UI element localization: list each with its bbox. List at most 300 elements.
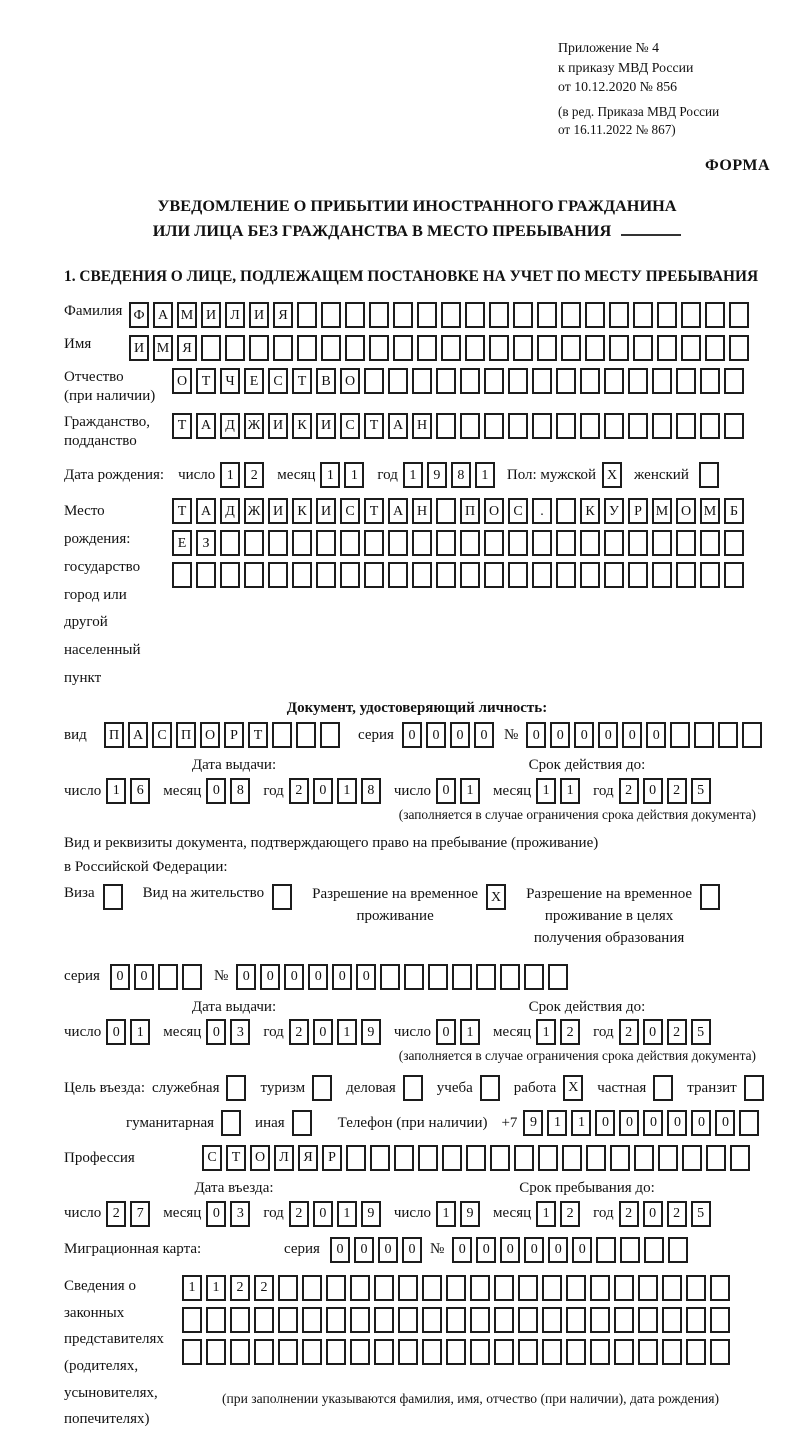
char-box[interactable]: [562, 1145, 582, 1171]
char-box[interactable]: [705, 335, 725, 361]
char-box[interactable]: [580, 530, 600, 556]
char-box[interactable]: 1: [547, 1110, 567, 1136]
char-box[interactable]: [604, 413, 624, 439]
char-box[interactable]: 0: [206, 778, 226, 804]
char-box[interactable]: [500, 964, 520, 990]
char-box[interactable]: А: [196, 498, 216, 524]
char-box[interactable]: М: [153, 335, 173, 361]
char-box[interactable]: 0: [426, 722, 446, 748]
char-box[interactable]: [417, 302, 437, 328]
char-box[interactable]: [412, 562, 432, 588]
char-box[interactable]: [628, 413, 648, 439]
char-box[interactable]: Д: [220, 413, 240, 439]
char-box[interactable]: 8: [361, 778, 381, 804]
char-box[interactable]: 9: [523, 1110, 543, 1136]
char-box[interactable]: [422, 1339, 442, 1365]
char-box[interactable]: Я: [273, 302, 293, 328]
doc-kind-boxes[interactable]: [104, 722, 344, 748]
char-box[interactable]: [662, 1339, 682, 1365]
char-box[interactable]: [417, 335, 437, 361]
patronymic-boxes[interactable]: [172, 368, 748, 394]
char-box[interactable]: 1: [403, 462, 423, 488]
char-box[interactable]: [596, 1237, 616, 1263]
char-box[interactable]: [532, 562, 552, 588]
char-box[interactable]: 0: [598, 722, 618, 748]
char-box[interactable]: [514, 1145, 534, 1171]
char-box[interactable]: 2: [560, 1201, 580, 1227]
char-box[interactable]: [585, 302, 605, 328]
char-box[interactable]: 0: [134, 964, 154, 990]
char-box[interactable]: [580, 413, 600, 439]
char-box[interactable]: [652, 413, 672, 439]
char-box[interactable]: [403, 1075, 423, 1101]
char-box[interactable]: Р: [224, 722, 244, 748]
char-box[interactable]: 2: [667, 778, 687, 804]
char-box[interactable]: [272, 884, 292, 910]
char-box[interactable]: [614, 1275, 634, 1301]
char-box[interactable]: 0: [378, 1237, 398, 1263]
char-box[interactable]: [489, 335, 509, 361]
char-box[interactable]: [638, 1275, 658, 1301]
char-box[interactable]: [742, 722, 762, 748]
char-box[interactable]: [312, 1075, 332, 1101]
doc-expiry-year[interactable]: [619, 778, 715, 804]
char-box[interactable]: [556, 498, 576, 524]
char-box[interactable]: [566, 1339, 586, 1365]
char-box[interactable]: 1: [536, 1201, 556, 1227]
char-box[interactable]: 0: [643, 1110, 663, 1136]
char-box[interactable]: 0: [330, 1237, 350, 1263]
char-box[interactable]: [694, 722, 714, 748]
doc-issue-day[interactable]: [106, 778, 154, 804]
char-box[interactable]: [196, 562, 216, 588]
char-box[interactable]: 0: [548, 1237, 568, 1263]
char-box[interactable]: [494, 1307, 514, 1333]
char-box[interactable]: 0: [354, 1237, 374, 1263]
char-box[interactable]: [320, 722, 340, 748]
char-box[interactable]: О: [676, 498, 696, 524]
char-box[interactable]: Т: [364, 498, 384, 524]
char-box[interactable]: [380, 964, 400, 990]
char-box[interactable]: [614, 1339, 634, 1365]
char-box[interactable]: [182, 1339, 202, 1365]
sex-male-checkbox[interactable]: [602, 462, 626, 488]
char-box[interactable]: [436, 530, 456, 556]
entry-month[interactable]: [206, 1201, 254, 1227]
char-box[interactable]: М: [652, 498, 672, 524]
char-box[interactable]: [316, 562, 336, 588]
char-box[interactable]: 0: [236, 964, 256, 990]
char-box[interactable]: [230, 1339, 250, 1365]
char-box[interactable]: 0: [313, 778, 333, 804]
char-box[interactable]: [490, 1145, 510, 1171]
char-box[interactable]: [254, 1307, 274, 1333]
char-box[interactable]: [206, 1339, 226, 1365]
char-box[interactable]: [700, 368, 720, 394]
char-box[interactable]: А: [388, 498, 408, 524]
char-box[interactable]: 5: [691, 1201, 711, 1227]
char-box[interactable]: [292, 562, 312, 588]
char-box[interactable]: [585, 335, 605, 361]
char-box[interactable]: [604, 562, 624, 588]
char-box[interactable]: [436, 498, 456, 524]
char-box[interactable]: [710, 1339, 730, 1365]
char-box[interactable]: [278, 1275, 298, 1301]
char-box[interactable]: [710, 1307, 730, 1333]
char-box[interactable]: [508, 413, 528, 439]
char-box[interactable]: [388, 530, 408, 556]
permit-issue-day[interactable]: [106, 1019, 154, 1045]
char-box[interactable]: 0: [715, 1110, 735, 1136]
char-box[interactable]: И: [129, 335, 149, 361]
char-box[interactable]: 0: [436, 1019, 456, 1045]
char-box[interactable]: [518, 1307, 538, 1333]
char-box[interactable]: 0: [667, 1110, 687, 1136]
char-box[interactable]: 2: [106, 1201, 126, 1227]
citizenship-boxes[interactable]: [172, 413, 748, 439]
char-box[interactable]: С: [508, 498, 528, 524]
char-box[interactable]: 1: [106, 778, 126, 804]
char-box[interactable]: [518, 1339, 538, 1365]
char-box[interactable]: А: [196, 413, 216, 439]
char-box[interactable]: [388, 368, 408, 394]
char-box[interactable]: 1: [220, 462, 240, 488]
char-box[interactable]: [484, 530, 504, 556]
char-box[interactable]: [653, 1075, 673, 1101]
char-box[interactable]: [460, 530, 480, 556]
char-box[interactable]: П: [104, 722, 124, 748]
char-box[interactable]: В: [316, 368, 336, 394]
char-box[interactable]: [676, 530, 696, 556]
char-box[interactable]: Б: [724, 498, 744, 524]
char-box[interactable]: [326, 1307, 346, 1333]
char-box[interactable]: [398, 1307, 418, 1333]
char-box[interactable]: 0: [260, 964, 280, 990]
char-box[interactable]: Т: [248, 722, 268, 748]
char-box[interactable]: 9: [460, 1201, 480, 1227]
char-box[interactable]: П: [176, 722, 196, 748]
char-box[interactable]: X: [563, 1075, 583, 1101]
char-box[interactable]: С: [268, 368, 288, 394]
char-box[interactable]: [273, 335, 293, 361]
char-box[interactable]: [730, 1145, 750, 1171]
char-box[interactable]: [350, 1307, 370, 1333]
char-box[interactable]: Ч: [220, 368, 240, 394]
char-box[interactable]: [345, 302, 365, 328]
char-box[interactable]: 0: [643, 1201, 663, 1227]
permit-expiry-day[interactable]: [436, 1019, 484, 1045]
char-box[interactable]: [628, 530, 648, 556]
char-box[interactable]: 1: [460, 778, 480, 804]
char-box[interactable]: [393, 302, 413, 328]
char-box[interactable]: [700, 562, 720, 588]
char-box[interactable]: [369, 335, 389, 361]
char-box[interactable]: [566, 1307, 586, 1333]
char-box[interactable]: 0: [332, 964, 352, 990]
char-box[interactable]: [700, 530, 720, 556]
char-box[interactable]: [404, 964, 424, 990]
char-box[interactable]: [699, 462, 719, 488]
char-box[interactable]: И: [316, 498, 336, 524]
char-box[interactable]: [633, 335, 653, 361]
doc-number-boxes[interactable]: [526, 722, 766, 748]
char-box[interactable]: [466, 1145, 486, 1171]
permit-expiry-month[interactable]: [536, 1019, 584, 1045]
char-box[interactable]: [460, 562, 480, 588]
char-box[interactable]: 0: [402, 1237, 422, 1263]
char-box[interactable]: [249, 335, 269, 361]
sex-female-checkbox[interactable]: [699, 462, 723, 488]
char-box[interactable]: [484, 562, 504, 588]
char-box[interactable]: С: [340, 413, 360, 439]
char-box[interactable]: 2: [244, 462, 264, 488]
char-box[interactable]: [676, 368, 696, 394]
char-box[interactable]: 0: [643, 1019, 663, 1045]
char-box[interactable]: 0: [206, 1019, 226, 1045]
char-box[interactable]: [652, 530, 672, 556]
char-box[interactable]: 2: [254, 1275, 274, 1301]
entry-year[interactable]: [289, 1201, 385, 1227]
char-box[interactable]: Е: [244, 368, 264, 394]
stay-day[interactable]: [436, 1201, 484, 1227]
char-box[interactable]: К: [292, 413, 312, 439]
char-box[interactable]: 9: [361, 1019, 381, 1045]
char-box[interactable]: [508, 530, 528, 556]
char-box[interactable]: И: [249, 302, 269, 328]
char-box[interactable]: 0: [550, 722, 570, 748]
char-box[interactable]: [225, 335, 245, 361]
char-box[interactable]: [436, 413, 456, 439]
char-box[interactable]: [254, 1339, 274, 1365]
char-box[interactable]: [590, 1275, 610, 1301]
char-box[interactable]: Т: [172, 413, 192, 439]
char-box[interactable]: 3: [230, 1201, 250, 1227]
char-box[interactable]: [321, 335, 341, 361]
char-box[interactable]: С: [340, 498, 360, 524]
char-box[interactable]: [532, 368, 552, 394]
char-box[interactable]: [682, 1145, 702, 1171]
purpose-transit-checkbox[interactable]: [744, 1075, 768, 1101]
char-box[interactable]: [297, 335, 317, 361]
char-box[interactable]: 9: [427, 462, 447, 488]
char-box[interactable]: 0: [436, 778, 456, 804]
char-box[interactable]: [422, 1275, 442, 1301]
char-box[interactable]: С: [202, 1145, 222, 1171]
char-box[interactable]: [532, 413, 552, 439]
char-box[interactable]: 2: [289, 778, 309, 804]
char-box[interactable]: [103, 884, 123, 910]
phone-boxes[interactable]: [523, 1110, 763, 1136]
doc-expiry-month[interactable]: [536, 778, 584, 804]
char-box[interactable]: 1: [130, 1019, 150, 1045]
char-box[interactable]: 0: [526, 722, 546, 748]
char-box[interactable]: Т: [196, 368, 216, 394]
char-box[interactable]: [710, 1275, 730, 1301]
char-box[interactable]: [158, 964, 178, 990]
char-box[interactable]: [494, 1339, 514, 1365]
char-box[interactable]: [350, 1339, 370, 1365]
char-box[interactable]: [548, 964, 568, 990]
doc-expiry-day[interactable]: [436, 778, 484, 804]
birth-place-boxes-row1[interactable]: [172, 498, 748, 524]
char-box[interactable]: [422, 1307, 442, 1333]
char-box[interactable]: 1: [206, 1275, 226, 1301]
given-name-boxes[interactable]: [129, 335, 753, 361]
char-box[interactable]: [302, 1275, 322, 1301]
purpose-humanitarian-checkbox[interactable]: [221, 1110, 245, 1136]
purpose-study-checkbox[interactable]: [480, 1075, 504, 1101]
char-box[interactable]: 1: [536, 1019, 556, 1045]
char-box[interactable]: [662, 1307, 682, 1333]
char-box[interactable]: [398, 1275, 418, 1301]
char-box[interactable]: [676, 562, 696, 588]
char-box[interactable]: 0: [524, 1237, 544, 1263]
char-box[interactable]: 2: [619, 778, 639, 804]
char-box[interactable]: [620, 1237, 640, 1263]
purpose-other-checkbox[interactable]: [292, 1110, 316, 1136]
char-box[interactable]: [628, 368, 648, 394]
char-box[interactable]: [278, 1307, 298, 1333]
char-box[interactable]: 2: [667, 1019, 687, 1045]
char-box[interactable]: [556, 530, 576, 556]
permit-number-boxes[interactable]: [236, 964, 572, 990]
birth-year-boxes[interactable]: [403, 462, 499, 488]
char-box[interactable]: 0: [450, 722, 470, 748]
char-box[interactable]: [345, 335, 365, 361]
char-box[interactable]: [718, 722, 738, 748]
char-box[interactable]: [292, 1110, 312, 1136]
char-box[interactable]: [542, 1339, 562, 1365]
char-box[interactable]: 0: [572, 1237, 592, 1263]
char-box[interactable]: [638, 1307, 658, 1333]
char-box[interactable]: [460, 413, 480, 439]
temp-permit-checkbox[interactable]: [486, 884, 510, 910]
char-box[interactable]: 0: [356, 964, 376, 990]
char-box[interactable]: [604, 530, 624, 556]
char-box[interactable]: [374, 1339, 394, 1365]
char-box[interactable]: [326, 1339, 346, 1365]
char-box[interactable]: [729, 335, 749, 361]
char-box[interactable]: 1: [536, 778, 556, 804]
char-box[interactable]: [272, 722, 292, 748]
char-box[interactable]: [428, 964, 448, 990]
birth-month-boxes[interactable]: [320, 462, 368, 488]
char-box[interactable]: 1: [560, 778, 580, 804]
char-box[interactable]: [374, 1275, 394, 1301]
char-box[interactable]: [513, 335, 533, 361]
char-box[interactable]: [580, 562, 600, 588]
char-box[interactable]: 2: [289, 1019, 309, 1045]
birth-place-boxes-row2[interactable]: [172, 530, 748, 556]
char-box[interactable]: [556, 368, 576, 394]
char-box[interactable]: [369, 302, 389, 328]
char-box[interactable]: [724, 368, 744, 394]
char-box[interactable]: [476, 964, 496, 990]
char-box[interactable]: П: [460, 498, 480, 524]
char-box[interactable]: Т: [226, 1145, 246, 1171]
char-box[interactable]: [220, 530, 240, 556]
char-box[interactable]: [364, 562, 384, 588]
char-box[interactable]: [370, 1145, 390, 1171]
char-box[interactable]: Т: [364, 413, 384, 439]
char-box[interactable]: [452, 964, 472, 990]
char-box[interactable]: 2: [667, 1201, 687, 1227]
char-box[interactable]: [442, 1145, 462, 1171]
char-box[interactable]: [412, 368, 432, 394]
char-box[interactable]: 0: [643, 778, 663, 804]
char-box[interactable]: [537, 335, 557, 361]
char-box[interactable]: Т: [292, 368, 312, 394]
char-box[interactable]: 0: [402, 722, 422, 748]
char-box[interactable]: 1: [436, 1201, 456, 1227]
char-box[interactable]: И: [201, 302, 221, 328]
char-box[interactable]: [206, 1307, 226, 1333]
char-box[interactable]: А: [388, 413, 408, 439]
char-box[interactable]: [340, 530, 360, 556]
char-box[interactable]: [446, 1307, 466, 1333]
stay-month[interactable]: [536, 1201, 584, 1227]
char-box[interactable]: 1: [337, 778, 357, 804]
char-box[interactable]: Ф: [129, 302, 149, 328]
permit-expiry-year[interactable]: [619, 1019, 715, 1045]
char-box[interactable]: [494, 1275, 514, 1301]
char-box[interactable]: [446, 1275, 466, 1301]
char-box[interactable]: 0: [313, 1019, 333, 1045]
char-box[interactable]: [705, 302, 725, 328]
char-box[interactable]: 0: [284, 964, 304, 990]
char-box[interactable]: 1: [320, 462, 340, 488]
char-box[interactable]: [480, 1075, 500, 1101]
profession-boxes[interactable]: [202, 1145, 754, 1171]
migration-number-boxes[interactable]: [452, 1237, 692, 1263]
char-box[interactable]: [681, 335, 701, 361]
char-box[interactable]: 1: [571, 1110, 591, 1136]
char-box[interactable]: З: [196, 530, 216, 556]
char-box[interactable]: И: [316, 413, 336, 439]
char-box[interactable]: [686, 1339, 706, 1365]
char-box[interactable]: [652, 368, 672, 394]
char-box[interactable]: 5: [691, 778, 711, 804]
char-box[interactable]: [436, 368, 456, 394]
char-box[interactable]: Я: [177, 335, 197, 361]
char-box[interactable]: [394, 1145, 414, 1171]
char-box[interactable]: Т: [172, 498, 192, 524]
char-box[interactable]: [706, 1145, 726, 1171]
char-box[interactable]: [374, 1307, 394, 1333]
purpose-tourism-checkbox[interactable]: [312, 1075, 336, 1101]
char-box[interactable]: 0: [595, 1110, 615, 1136]
char-box[interactable]: [412, 530, 432, 556]
char-box[interactable]: 0: [646, 722, 666, 748]
char-box[interactable]: [470, 1275, 490, 1301]
char-box[interactable]: Я: [298, 1145, 318, 1171]
representatives-boxes-row1[interactable]: [182, 1275, 734, 1301]
purpose-business-checkbox[interactable]: [403, 1075, 427, 1101]
char-box[interactable]: 0: [313, 1201, 333, 1227]
char-box[interactable]: [201, 335, 221, 361]
char-box[interactable]: [321, 302, 341, 328]
char-box[interactable]: [446, 1339, 466, 1365]
char-box[interactable]: [326, 1275, 346, 1301]
char-box[interactable]: К: [292, 498, 312, 524]
char-box[interactable]: [538, 1145, 558, 1171]
char-box[interactable]: [297, 302, 317, 328]
char-box[interactable]: [686, 1275, 706, 1301]
char-box[interactable]: О: [172, 368, 192, 394]
char-box[interactable]: [278, 1339, 298, 1365]
doc-series-boxes[interactable]: [402, 722, 498, 748]
char-box[interactable]: [610, 1145, 630, 1171]
